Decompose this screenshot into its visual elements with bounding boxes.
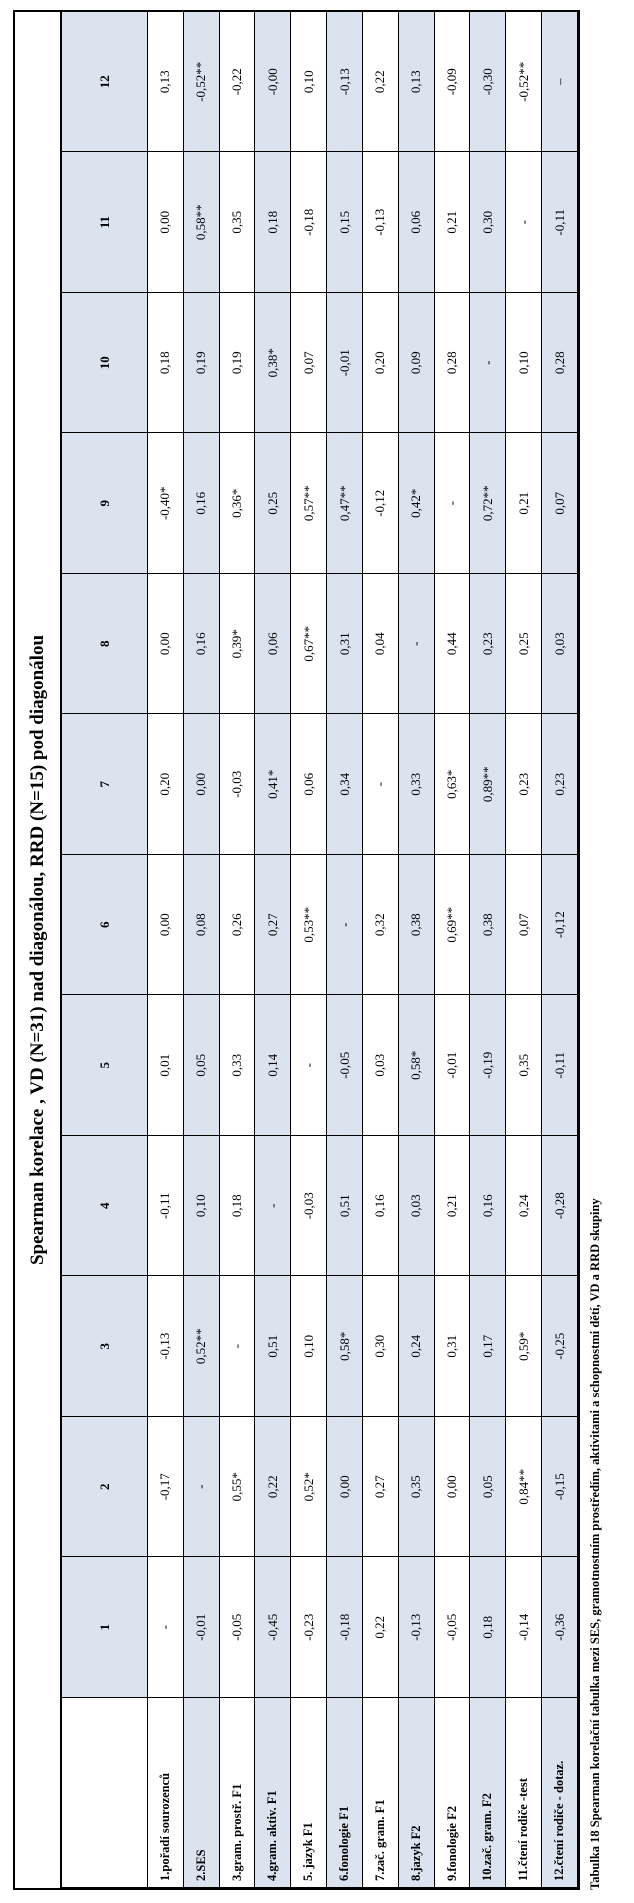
table-cell: - — [291, 995, 327, 1136]
table-cell: 0,34 — [327, 714, 363, 855]
table-cell: - — [362, 714, 398, 855]
table-cell: -0,15 — [542, 1417, 578, 1558]
table-cell: 0,05 — [470, 1417, 506, 1558]
table-cell: - — [470, 293, 506, 434]
table-cell: - — [255, 1136, 291, 1277]
table-cell: -0,17 — [148, 1417, 184, 1558]
table-row — [327, 12, 363, 1888]
table-cell: 0,52* — [291, 1417, 327, 1558]
table-cell: 0,19 — [219, 293, 255, 434]
table-cell: -0,19 — [470, 995, 506, 1136]
table-cell: -0,23 — [291, 1557, 327, 1698]
row-label: 6.fonologie F1 — [327, 1698, 363, 1888]
column-header: 10 — [62, 293, 148, 434]
table-cell: 0,10 — [183, 1136, 219, 1277]
table-cell: - — [506, 152, 542, 293]
table-cell: -0,00 — [255, 12, 291, 153]
table-row — [434, 12, 470, 1888]
table-cell: 0,16 — [183, 574, 219, 715]
table-cell: 0,28 — [434, 293, 470, 434]
table-cell: 0,30 — [470, 152, 506, 293]
table-cell: 0,52** — [183, 1276, 219, 1417]
table-cell: 0,00 — [183, 714, 219, 855]
table-cell: 0,38* — [255, 293, 291, 434]
table-cell: 0,35 — [398, 1417, 434, 1558]
row-label: 5. jazyk F1 — [291, 1698, 327, 1888]
table-cell: 0,35 — [506, 995, 542, 1136]
table-cell: 0,18 — [148, 293, 184, 434]
table-cell: 0,15 — [327, 152, 363, 293]
table-cell: 0,84** — [506, 1417, 542, 1558]
row-label: 11.čtení rodiče -test — [506, 1698, 542, 1888]
table-cell: 0,57** — [291, 433, 327, 574]
table-row — [470, 12, 506, 1888]
table-cell: 0,69** — [434, 855, 470, 996]
table-cell: -0,18 — [327, 1557, 363, 1698]
table-row — [362, 12, 398, 1888]
table-cell: 0,44 — [434, 574, 470, 715]
column-header: 7 — [62, 714, 148, 855]
table-cell: 0,51 — [327, 1136, 363, 1277]
table-cell: 0,30 — [362, 1276, 398, 1417]
table-cell: -0,12 — [542, 855, 578, 996]
table-cell: 0,10 — [291, 1276, 327, 1417]
table-cell: 0,00 — [327, 1417, 363, 1558]
table-cell: -0,30 — [470, 12, 506, 153]
table-cell: 0,24 — [506, 1136, 542, 1277]
row-label: 4.gram. aktiv. F1 — [255, 1698, 291, 1888]
table-cell: 0,31 — [327, 574, 363, 715]
table-cell: -0,12 — [362, 433, 398, 574]
table-cell: -0,40* — [148, 433, 184, 574]
row-label: 1.pořadí sourozenců — [148, 1698, 184, 1888]
table-cell: 0,47** — [327, 433, 363, 574]
table-cell: 0,09 — [398, 293, 434, 434]
table-cell: 0,58* — [398, 995, 434, 1136]
table-cell: 0,22 — [255, 1417, 291, 1558]
table-cell: -0,18 — [291, 152, 327, 293]
table-cell: 0,38 — [470, 855, 506, 996]
table-cell: 0,28 — [542, 293, 578, 434]
table-cell: 0,59* — [506, 1276, 542, 1417]
table-cell: 0,13 — [148, 12, 184, 153]
correlation-table — [61, 11, 578, 1888]
table-cell: 0,14 — [255, 995, 291, 1136]
table-cell: 0,00 — [148, 152, 184, 293]
table-cell: 0,23 — [506, 714, 542, 855]
column-header: 3 — [62, 1276, 148, 1417]
table-row — [148, 12, 184, 1888]
table-cell: 0,55* — [219, 1417, 255, 1558]
table-cell: 0,24 — [398, 1276, 434, 1417]
table-row — [219, 12, 255, 1888]
table-cell: 0,23 — [542, 714, 578, 855]
table-cell: - — [434, 433, 470, 574]
table-cell: 0,06 — [398, 152, 434, 293]
table-cell: 0,22 — [362, 12, 398, 153]
table-cell: 0,20 — [362, 293, 398, 434]
table-row — [398, 12, 434, 1888]
table-cell: 0,00 — [434, 1417, 470, 1558]
table-cell: 0,72** — [470, 433, 506, 574]
table-cell: -0,13 — [327, 12, 363, 153]
table-cell: -0,45 — [255, 1557, 291, 1698]
table-caption: Tabulka 18 Spearman korelační tabulka mezi SES, gramotnostním prostředím, aktivitami a schopnostmi dětí, VD a RRD skupiny — [588, 1198, 602, 1890]
table-cell: 0,58* — [327, 1276, 363, 1417]
table-row — [542, 12, 578, 1888]
table-cell: - — [148, 1557, 184, 1698]
column-header: 1 — [62, 1557, 148, 1698]
table-cell: -0,13 — [362, 152, 398, 293]
table-cell: 0,21 — [434, 152, 470, 293]
header-row — [62, 12, 148, 1888]
table-cell: 0,06 — [291, 714, 327, 855]
table-cell: 0,25 — [255, 433, 291, 574]
table-cell: 0,42* — [398, 433, 434, 574]
table-cell: -0,14 — [506, 1557, 542, 1698]
table-cell: -0,52** — [183, 12, 219, 153]
table-cell: 0,17 — [470, 1276, 506, 1417]
table-cell: 0,18 — [219, 1136, 255, 1277]
table-cell: 0,35 — [219, 152, 255, 293]
table-cell: 0,63* — [434, 714, 470, 855]
table-cell: 0,18 — [255, 152, 291, 293]
header-corner — [62, 1698, 148, 1888]
table-cell: -0,01 — [327, 293, 363, 434]
table-cell: 0,18 — [470, 1557, 506, 1698]
table-cell: -0,01 — [183, 1557, 219, 1698]
table-cell: -0,03 — [219, 714, 255, 855]
table-frame — [13, 10, 580, 1890]
table-cell: 0,89** — [470, 714, 506, 855]
table-cell: 0,13 — [398, 12, 434, 153]
table-cell: -0,13 — [148, 1276, 184, 1417]
table-cell: 0,01 — [148, 995, 184, 1136]
column-header: 2 — [62, 1417, 148, 1558]
table-cell: -0,25 — [542, 1276, 578, 1417]
table-cell: 0,67** — [291, 574, 327, 715]
table-cell: 0,07 — [506, 855, 542, 996]
table-cell: – — [542, 12, 578, 153]
table-cell: -0,28 — [542, 1136, 578, 1277]
table-cell: -0,11 — [542, 995, 578, 1136]
table-cell: 0,16 — [183, 433, 219, 574]
table-cell: 0,27 — [362, 1417, 398, 1558]
row-label: 8.jazyk F2 — [398, 1698, 434, 1888]
table-cell: 0,26 — [219, 855, 255, 996]
table-cell: 0,07 — [291, 293, 327, 434]
table-cell: 0,16 — [362, 1136, 398, 1277]
table-cell: 0,53** — [291, 855, 327, 996]
table-cell: 0,58** — [183, 152, 219, 293]
table-cell: 0,23 — [470, 574, 506, 715]
table-cell: 0,10 — [506, 293, 542, 434]
table-cell: 0,20 — [148, 714, 184, 855]
row-label: 7.zač. gram. F1 — [362, 1698, 398, 1888]
column-header: 5 — [62, 995, 148, 1136]
table-cell: -0,13 — [398, 1557, 434, 1698]
table-body — [148, 12, 578, 1888]
row-label: 3.gram. prostř. F1 — [219, 1698, 255, 1888]
table-cell: 0,36* — [219, 433, 255, 574]
table-cell: 0,07 — [542, 433, 578, 574]
table-cell: 0,03 — [362, 995, 398, 1136]
table-cell: -0,05 — [434, 1557, 470, 1698]
table-cell: 0,41* — [255, 714, 291, 855]
table-row — [291, 12, 327, 1888]
column-header: 6 — [62, 855, 148, 996]
table-cell: -0,05 — [327, 995, 363, 1136]
table-cell: 0,10 — [291, 12, 327, 153]
table-cell: 0,33 — [398, 714, 434, 855]
table-cell: 0,32 — [362, 855, 398, 996]
table-cell: -0,52** — [506, 12, 542, 153]
table-cell: -0,36 — [542, 1557, 578, 1698]
table-cell: 0,21 — [434, 1136, 470, 1277]
table-cell: 0,31 — [434, 1276, 470, 1417]
column-header: 4 — [62, 1136, 148, 1277]
table-cell: 0,19 — [183, 293, 219, 434]
table-cell: 0,21 — [506, 433, 542, 574]
table-cell: 0,38 — [398, 855, 434, 996]
table-cell: 0,06 — [255, 574, 291, 715]
table-cell: 0,25 — [506, 574, 542, 715]
column-header: 12 — [62, 12, 148, 153]
row-label: 9.fonologie F2 — [434, 1698, 470, 1888]
table-cell: 0,16 — [470, 1136, 506, 1277]
table-cell: - — [219, 1276, 255, 1417]
table-cell: - — [327, 855, 363, 996]
row-label: 2.SES — [183, 1698, 219, 1888]
table-row — [506, 12, 542, 1888]
table-cell: 0,33 — [219, 995, 255, 1136]
table-cell: -0,11 — [542, 152, 578, 293]
table-cell: 0,03 — [398, 1136, 434, 1277]
row-label: 10.zač. gram. F2 — [470, 1698, 506, 1888]
table-cell: 0,27 — [255, 855, 291, 996]
table-cell: -0,01 — [434, 995, 470, 1136]
table-cell: 0,00 — [148, 574, 184, 715]
table-cell: -0,11 — [148, 1136, 184, 1277]
table-cell: 0,04 — [362, 574, 398, 715]
table-cell: - — [398, 574, 434, 715]
column-header: 8 — [62, 574, 148, 715]
table-cell: -0,03 — [291, 1136, 327, 1277]
table-row — [255, 12, 291, 1888]
table-cell: -0,22 — [219, 12, 255, 153]
table-title: Spearman korelace , VD (N=31) nad diagonálou, RRD (N=15) pod diagonálou — [15, 12, 61, 1888]
table-cell: 0,08 — [183, 855, 219, 996]
table-cell: 0,22 — [362, 1557, 398, 1698]
column-header: 11 — [62, 152, 148, 293]
table-row — [183, 12, 219, 1888]
table-cell: -0,05 — [219, 1557, 255, 1698]
table-cell: 0,05 — [183, 995, 219, 1136]
table-cell: 0,51 — [255, 1276, 291, 1417]
column-header: 9 — [62, 433, 148, 574]
table-cell: - — [183, 1417, 219, 1558]
row-label: 12.čtení rodiče - dotaz. — [542, 1698, 578, 1888]
table-cell: 0,39* — [219, 574, 255, 715]
table-cell: 0,00 — [148, 855, 184, 996]
table-cell: 0,03 — [542, 574, 578, 715]
table-cell: -0,09 — [434, 12, 470, 153]
